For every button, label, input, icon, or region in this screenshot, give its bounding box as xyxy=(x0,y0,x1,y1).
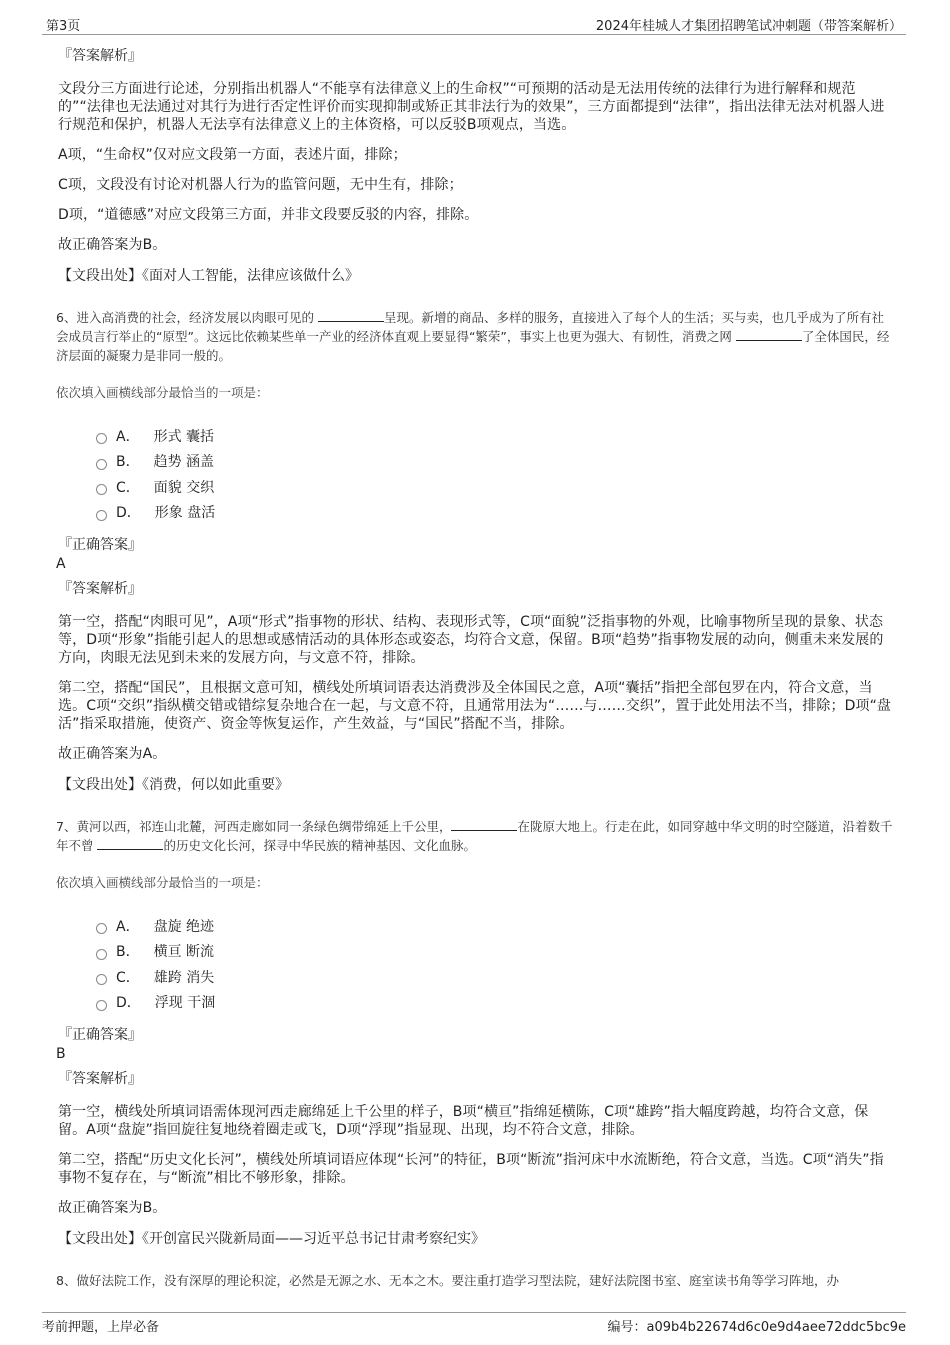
analysis-paragraph: 第一空，横线处所填词语需体现河西走廊绵延上千公里的样子，B项“横亘”指绵延横陈，C项“雄跨”指大幅度跨越，均符合文意，保留。A项“盘旋”指回旋往复地绕着圈走或飞，D项“浮现”指显现、出现，均不符合文意，排除。 xyxy=(58,1104,869,1138)
analysis-paragraph: A项，“生命权”仅对应文段第一方面，表述片面，排除； xyxy=(58,147,407,163)
fill-blank xyxy=(97,837,163,850)
analysis-label: 『答案解析』 xyxy=(58,1071,142,1087)
analysis-paragraph: D项，“道德感”对应文段第三方面，并非文段要反驳的内容，排除。 xyxy=(58,207,479,223)
source-citation: 【文段出处】《消费，何以如此重要》 xyxy=(58,777,289,793)
radio-icon[interactable] xyxy=(96,949,107,960)
radio-icon[interactable] xyxy=(96,923,107,934)
analysis-paragraph: 第二空，搭配“国民”，且根据文意可知，横线处所填词语表达消费涉及全体国民之意，A项“囊括”指把全部包罗在内，符合文意，当选。C项“交织”指纵横交错或错综复杂地合在一起，与文意不符，且通常用法为“……与……交织”，置于此处用法不当，排除；D项“盘活”指采取措施，使资产、资金等恢复运作，产生效益，与“国民”搭配不当，排除。 xyxy=(58,680,892,732)
analysis-paragraph: 第二空，搭配“历史文化长河”，横线处所填词语应体现“长河”的特征，B项“断流”指河床中水流断绝，符合文意，当选。C项“消失”指事物不复存在，与“断流”相比不够形象，排除。 xyxy=(58,1152,884,1186)
question-8-stem: 8、做好法院工作，没有深厚的理论积淀，必然是无源之水、无本之木。要注重打造学习型法院，建好法院图书室、庭室读书角等学习阵地，办 xyxy=(56,1273,839,1288)
page-header xyxy=(42,12,906,35)
option-b[interactable]: B． 横亘 断流 xyxy=(96,939,894,965)
option-d[interactable]: D． 浮现 干涸 xyxy=(96,990,894,1016)
analysis-paragraph: 故正确答案为B。 xyxy=(58,237,167,253)
fill-blank xyxy=(318,309,384,322)
correct-answer: B xyxy=(56,1046,66,1062)
question-instruction: 依次填入画横线部分最恰当的一项是： xyxy=(56,385,269,400)
analysis-paragraph: 故正确答案为B。 xyxy=(58,1200,167,1216)
page-number: 第3页 xyxy=(46,19,81,34)
analysis-paragraph: 故正确答案为A。 xyxy=(58,746,167,762)
option-c[interactable]: C． 面貌 交织 xyxy=(96,474,894,500)
analysis-label: 『答案解析』 xyxy=(58,581,142,597)
question-7-stem: 7、黄河以西，祁连山北麓，河西走廊如同一条绿色绸带绵延上千公里， 在陇原大地上。行走在此，如同穿越中华文明的时空隧道，沿着数千年不曾 的历史文化长河，探寻中华民族的精神基因、文化血脉。 xyxy=(56,819,893,853)
correct-answer-label: 『正确答案』 xyxy=(58,1027,142,1043)
fill-blank xyxy=(451,818,517,831)
page-content xyxy=(56,44,894,1308)
source-citation: 【文段出处】《面对人工智能，法律应该做什么》 xyxy=(58,268,359,284)
question-6-stem: 6、进入高消费的社会，经济发展以肉眼可见的 呈现。新增的商品、多样的服务，直接进入了每个人的生活；买与卖，也几乎成为了所有社会成员言行举止的“原型”。这远比依赖某些单一产业的经济体直观上要显得“繁荣”，事实上也更为强大、有韧性，消费之网 了全体国民，经济层面的凝聚力是非同一般的。 xyxy=(56,310,890,363)
document-title: 2024年桂城人才集团招聘笔试冲刺题（带答案解析） xyxy=(595,19,902,34)
document-id: 编号：a09b4b22674d6c0e9d4aee72ddc5bc9e xyxy=(607,1320,906,1335)
analysis-paragraph: C项，文段没有讨论对机器人行为的监管问题，无中生有，排除； xyxy=(58,177,463,193)
option-c[interactable]: C． 雄跨 消失 xyxy=(96,964,894,990)
option-d[interactable]: D． 形象 盘活 xyxy=(96,500,894,526)
analysis-paragraph: 文段分三方面进行论述，分别指出机器人“不能享有法律意义上的生命权”“可预期的活动是无法用传统的法律行为进行解释和规范的”“法律也无法通过对其行为进行否定性评价而实现抑制或矫正其非法行为的效果”，三方面都提到“法律”，指出法律无法对机器人进行规范和保护，机器人无法享有法律意义上的主体资格，可以反驳B项观点，当选。 xyxy=(58,81,885,133)
radio-icon[interactable] xyxy=(96,484,107,495)
fill-blank xyxy=(736,328,802,341)
correct-answer: A xyxy=(56,556,66,572)
footer-slogan: 考前押题，上岸必备 xyxy=(42,1320,160,1335)
option-a[interactable]: A． 盘旋 绝迹 xyxy=(96,913,894,939)
radio-icon[interactable] xyxy=(96,974,107,985)
question-7-options xyxy=(96,913,894,1015)
radio-icon[interactable] xyxy=(96,459,107,470)
correct-answer-label: 『正确答案』 xyxy=(58,537,142,553)
analysis-paragraph: 第一空，搭配“肉眼可见”，A项“形式”指事物的形状、结构、表现形式等，C项“面貌”泛指事物的外观，比喻事物所呈现的景象、状态等，D项“形象”指能引起人的思想或感情活动的具体形态或姿态，均符合文意，保留。B项“趋势”指事物发展的动向，侧重未来发展的方向，肉眼无法见到未来的发展方向，与文意不符，排除。 xyxy=(58,614,884,666)
radio-icon[interactable] xyxy=(96,510,107,521)
question-instruction: 依次填入画横线部分最恰当的一项是： xyxy=(56,875,269,890)
question-6-options xyxy=(96,423,894,525)
analysis-label: 『答案解析』 xyxy=(58,48,142,64)
source-citation: 【文段出处】《开创富民兴陇新局面——习近平总书记甘肃考察纪实》 xyxy=(58,1231,485,1247)
option-a[interactable]: A． 形式 囊括 xyxy=(96,423,894,449)
radio-icon[interactable] xyxy=(96,1000,107,1011)
radio-icon[interactable] xyxy=(96,433,107,444)
page-footer xyxy=(42,1312,906,1335)
option-b[interactable]: B． 趋势 涵盖 xyxy=(96,449,894,475)
